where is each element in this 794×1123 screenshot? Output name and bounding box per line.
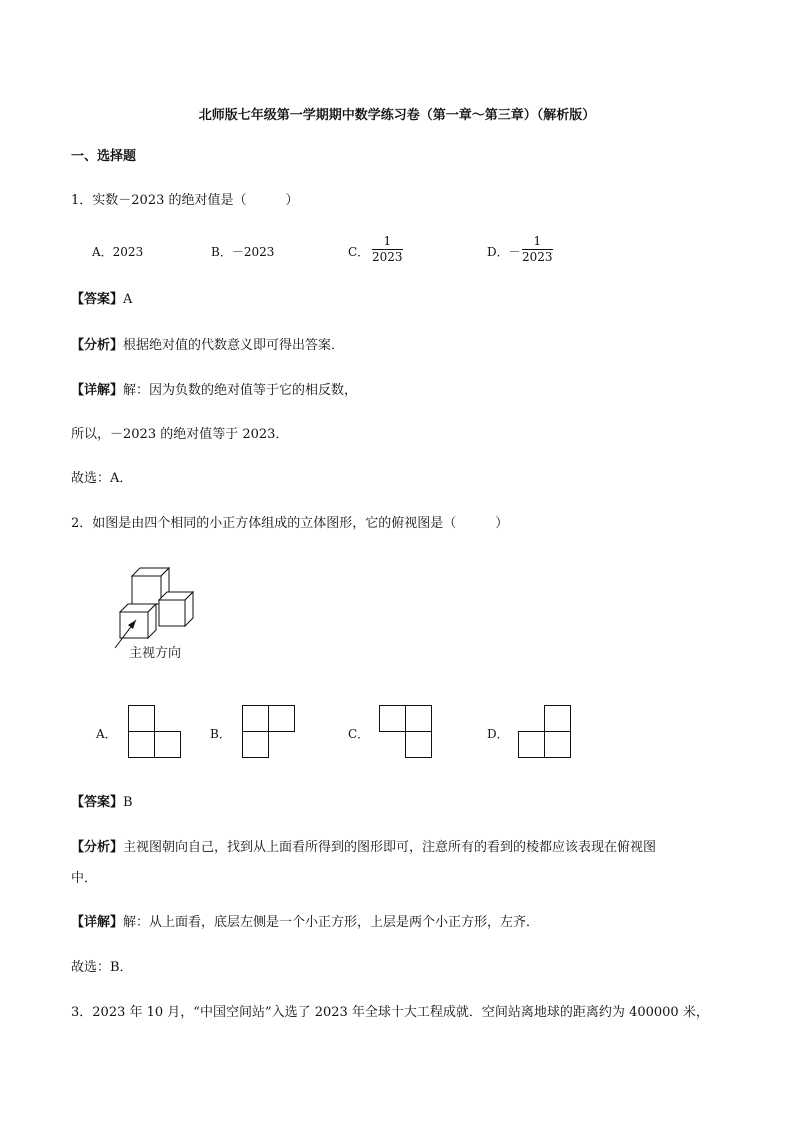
section-heading: 一、选择题 bbox=[71, 149, 137, 164]
q2-analysis-line bbox=[71, 839, 656, 857]
q1-detail: 解：因为负数的绝对值等于它的相反数， bbox=[123, 383, 358, 398]
q1-option-d-denominator: 2023 bbox=[522, 250, 553, 264]
q2-choose: 故选：B． bbox=[71, 960, 133, 975]
q1-detail-line2: 所以，－2023 的绝对值等于 2023． bbox=[71, 427, 289, 442]
figure-caption: 主视方向 bbox=[129, 646, 182, 661]
analysis-tag: 【分析】 bbox=[71, 840, 124, 855]
answer-tag: 【答案】 bbox=[71, 292, 124, 307]
q1-stem: 1．实数－2023 的绝对值是（ ） bbox=[71, 193, 299, 208]
q1-analysis: 根据绝对值的代数意义即可得出答案． bbox=[123, 338, 345, 353]
q1-option-d-label: D．－ bbox=[487, 245, 521, 259]
q2-analysis: 主视图朝向自己，找到从上面看所得到的图形即可，注意所有的看到的棱都应该表现在俯视图 bbox=[123, 840, 657, 855]
q2-option-c-label: C． bbox=[348, 727, 370, 741]
page-title: 北师版七年级第一学期期中数学练习卷（第一章～第三章）（解析版） bbox=[198, 108, 596, 123]
q2-stem: 2．如图是由四个相同的小正方体组成的立体图形，它的俯视图是（ ） bbox=[71, 516, 509, 531]
q2-option-b-shape bbox=[242, 705, 296, 759]
q1-choose: 故选：A． bbox=[71, 471, 133, 486]
q1-option-c-fraction bbox=[372, 234, 403, 265]
q2-detail-line bbox=[71, 914, 539, 932]
q1-option-c-denominator: 2023 bbox=[372, 250, 403, 264]
q1-option-b: B．－2023 bbox=[211, 245, 275, 259]
answer-tag: 【答案】 bbox=[71, 795, 124, 810]
detail-tag: 【详解】 bbox=[71, 383, 124, 398]
q1-option-c-label: C． bbox=[348, 245, 370, 259]
q1-answer: A bbox=[123, 292, 133, 307]
analysis-tag: 【分析】 bbox=[71, 338, 124, 353]
cube-back-right-front bbox=[159, 600, 185, 626]
q1-option-a: A．2023 bbox=[92, 245, 144, 259]
q2-option-c-shape bbox=[379, 705, 433, 759]
q2-detail: 解：从上面看，底层左侧是一个小正方形，上层是两个小正方形，左齐． bbox=[123, 915, 540, 930]
q2-option-a-shape bbox=[128, 705, 182, 759]
q1-detail-line bbox=[71, 382, 357, 400]
q2-answer-line bbox=[71, 794, 133, 812]
q2-analysis-line2: 中． bbox=[71, 871, 98, 886]
q1-analysis-line bbox=[71, 337, 344, 355]
q2-option-b-label: B． bbox=[210, 727, 231, 741]
q1-answer-line bbox=[71, 291, 132, 309]
cube-top-front-face bbox=[132, 576, 161, 604]
q3-stem: 3．2023 年 10 月，“中国空间站”入选了 2023 年全球十大工程成就．空间站离地球的距离约为 400000 米， bbox=[71, 1005, 709, 1020]
q1-option-d-numerator: 1 bbox=[533, 234, 542, 248]
detail-tag: 【详解】 bbox=[71, 915, 124, 930]
q2-option-d-label: D． bbox=[487, 727, 509, 741]
q2-answer: B bbox=[123, 795, 133, 810]
q2-option-a-label: A． bbox=[96, 727, 117, 741]
q1-option-c-numerator: 1 bbox=[383, 234, 392, 248]
q2-option-d-shape bbox=[518, 705, 572, 759]
cube-figure bbox=[110, 560, 210, 650]
q1-option-d-fraction bbox=[522, 234, 553, 265]
